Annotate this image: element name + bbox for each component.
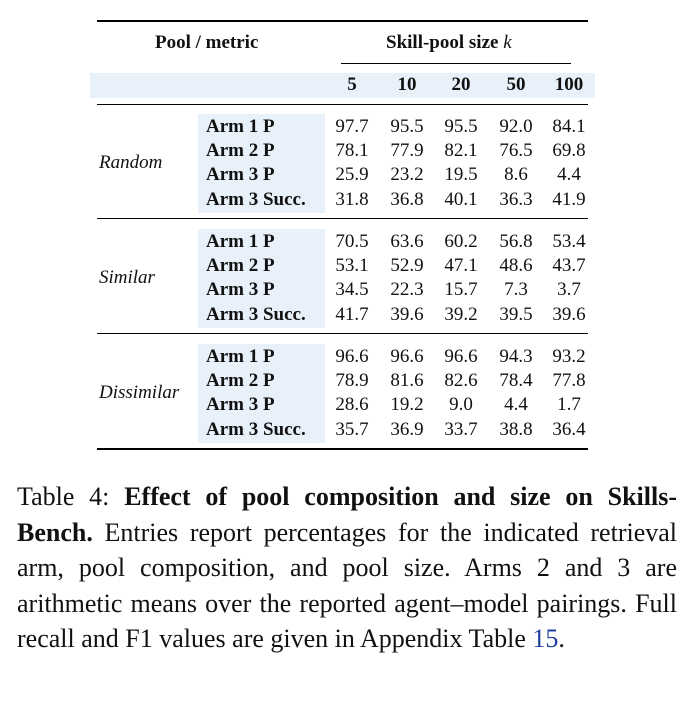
value-cell: 39.2 <box>444 303 478 325</box>
value-cell: 4.4 <box>557 164 581 186</box>
value-cell: 8.6 <box>504 164 528 186</box>
arm-label: Arm 2 P <box>206 255 275 277</box>
value-cell: 94.3 <box>499 346 533 367</box>
value-cell: 82.1 <box>444 140 478 162</box>
value-cell: 78.4 <box>499 370 533 392</box>
value-cell: 39.6 <box>390 303 424 325</box>
value-cell: 19.5 <box>444 164 478 186</box>
value-cell: 36.8 <box>390 188 424 210</box>
results-table <box>97 20 588 452</box>
value-cell: 22.3 <box>390 279 424 301</box>
value-cell: 92.0 <box>499 116 533 137</box>
value-cell: 3.7 <box>557 279 581 301</box>
arm-label: Arm 3 Succ. <box>206 418 306 440</box>
value-cell: 96.6 <box>390 346 424 367</box>
value-cell: 34.5 <box>335 279 369 301</box>
arm-label: Arm 3 P <box>206 279 275 301</box>
value-cell: 35.7 <box>335 418 369 440</box>
value-cell: 97.7 <box>335 116 369 137</box>
value-cell: 52.9 <box>390 255 424 277</box>
value-cell: 63.6 <box>390 231 424 252</box>
value-cell: 23.2 <box>390 164 424 186</box>
appendix-table-link[interactable]: 15 <box>532 624 559 653</box>
value-cell: 96.6 <box>335 346 369 367</box>
arm-label: Arm 2 P <box>206 140 275 162</box>
caption-end: . <box>558 624 565 653</box>
value-cell: 33.7 <box>444 418 478 440</box>
value-cell: 84.1 <box>552 116 586 137</box>
pool-label-similar: Similar <box>99 267 155 289</box>
top-rule <box>97 20 588 22</box>
value-cell: 56.8 <box>499 231 533 252</box>
group-separator-1 <box>97 218 588 219</box>
value-cell: 4.4 <box>504 394 528 416</box>
value-cell: 69.8 <box>552 140 586 162</box>
header-group-var: k <box>503 32 512 53</box>
value-cell: 7.3 <box>504 279 528 301</box>
value-cell: 81.6 <box>390 370 424 392</box>
value-cell: 78.9 <box>335 370 369 392</box>
arm-label: Arm 3 P <box>206 394 275 416</box>
value-cell: 9.0 <box>449 394 473 416</box>
value-cell: 82.6 <box>444 370 478 392</box>
table-caption <box>17 479 677 657</box>
arm-label: Arm 1 P <box>206 346 275 367</box>
value-cell: 76.5 <box>499 140 533 162</box>
arm-label: Arm 3 Succ. <box>206 188 306 210</box>
value-cell: 48.6 <box>499 255 533 277</box>
value-cell: 77.8 <box>552 370 586 392</box>
caption-label: Table 4: <box>17 482 125 511</box>
size-header-5: 5 <box>347 74 357 95</box>
value-cell: 93.2 <box>552 346 586 367</box>
value-cell: 15.7 <box>444 279 478 301</box>
header-group-label: Skill-pool size <box>386 32 504 53</box>
value-cell: 41.7 <box>335 303 369 325</box>
value-cell: 95.5 <box>390 116 424 137</box>
value-cell: 43.7 <box>552 255 586 277</box>
value-cell: 78.1 <box>335 140 369 162</box>
value-cell: 77.9 <box>390 140 424 162</box>
header-rule <box>97 104 588 105</box>
arm-label: Arm 2 P <box>206 370 275 392</box>
arm-label: Arm 1 P <box>206 116 275 137</box>
arm-label: Arm 3 P <box>206 164 275 186</box>
size-header-10: 10 <box>397 74 417 95</box>
size-header-50: 50 <box>506 74 526 95</box>
value-cell: 96.6 <box>444 346 478 367</box>
value-cell: 53.4 <box>552 231 586 252</box>
value-cell: 28.6 <box>335 394 369 416</box>
value-cell: 36.3 <box>499 188 533 210</box>
header-pool-metric: Pool / metric <box>155 32 259 53</box>
header-skill-pool-size <box>386 32 512 54</box>
bottom-rule <box>97 448 588 450</box>
caption-title: Effect of pool composition and size on Skills-Bench. <box>17 482 678 547</box>
pool-label-random: Random <box>99 152 163 174</box>
value-cell: 19.2 <box>390 394 424 416</box>
value-cell: 36.4 <box>552 418 586 440</box>
value-cell: 25.9 <box>335 164 369 186</box>
value-cell: 60.2 <box>444 231 478 252</box>
size-header-20: 20 <box>451 74 471 95</box>
value-cell: 39.6 <box>552 303 586 325</box>
value-cell: 70.5 <box>335 231 369 252</box>
value-cell: 40.1 <box>444 188 478 210</box>
group-separator-2 <box>97 333 588 334</box>
value-cell: 39.5 <box>499 303 533 325</box>
value-cell: 47.1 <box>444 255 478 277</box>
size-header-100: 100 <box>554 74 584 95</box>
group-cmidrule <box>341 63 571 64</box>
value-cell: 38.8 <box>499 418 533 440</box>
caption-body: Entries report percentages for the indicated retrieval arm, pool composition, and pool size. Arms 2 and 3 are arithmetic means over the reported agent–model pairings. Full recall and F1 values are given in Appendix Table <box>17 517 677 653</box>
pool-label-dissimilar: Dissimilar <box>99 382 180 404</box>
arm-label: Arm 1 P <box>206 231 275 252</box>
value-cell: 41.9 <box>552 188 586 210</box>
value-cell: 36.9 <box>390 418 424 440</box>
value-cell: 95.5 <box>444 116 478 137</box>
value-cell: 1.7 <box>557 394 581 416</box>
arm-label: Arm 3 Succ. <box>206 303 306 325</box>
value-cell: 31.8 <box>335 188 369 210</box>
value-cell: 53.1 <box>335 255 369 277</box>
